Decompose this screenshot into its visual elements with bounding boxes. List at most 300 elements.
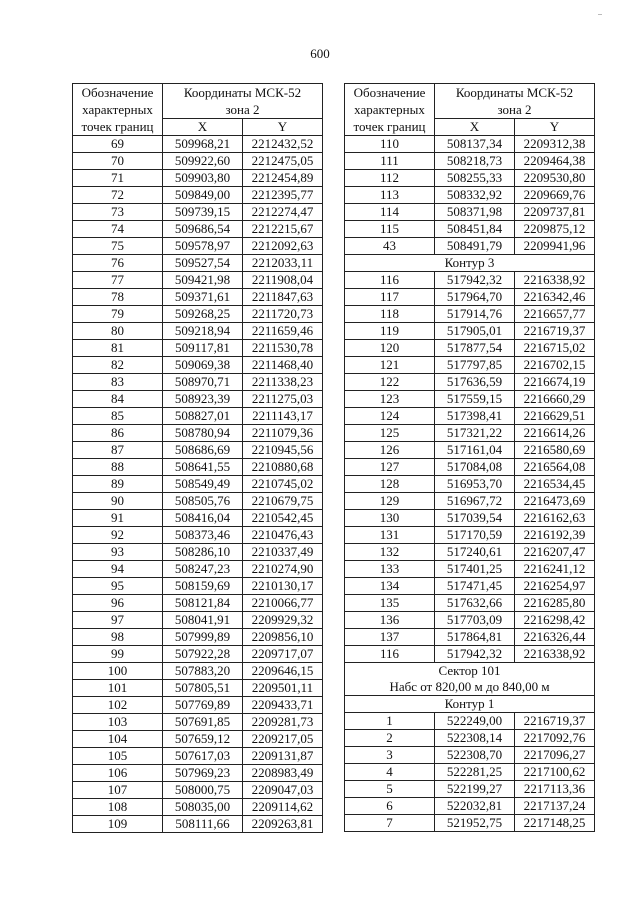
x-coordinate-cell: 517039,54 — [435, 510, 515, 527]
x-coordinate-cell: 509686,54 — [163, 221, 243, 238]
point-number-cell: 116 — [345, 272, 435, 289]
x-coordinate-cell: 516967,72 — [435, 493, 515, 510]
point-number-cell: 83 — [73, 374, 163, 391]
table-row — [73, 731, 323, 748]
table-row — [345, 510, 595, 527]
x-coordinate-cell: 508686,69 — [163, 442, 243, 459]
y-coordinate-cell: 2210880,68 — [243, 459, 323, 476]
y-column-header: Y — [243, 119, 323, 136]
table-row — [345, 170, 595, 187]
section-title: Контур 1 — [345, 696, 595, 713]
x-coordinate-cell: 509578,97 — [163, 238, 243, 255]
x-coordinate-cell: 508491,79 — [435, 238, 515, 255]
x-coordinate-cell: 517632,66 — [435, 595, 515, 612]
table-row — [73, 136, 323, 153]
point-number-cell: 123 — [345, 391, 435, 408]
x-coordinate-cell: 509117,81 — [163, 340, 243, 357]
point-number-cell: 92 — [73, 527, 163, 544]
y-coordinate-cell: 2217092,76 — [515, 730, 595, 747]
table-row — [73, 340, 323, 357]
x-coordinate-cell: 508416,04 — [163, 510, 243, 527]
table-row — [345, 136, 595, 153]
x-coordinate-cell: 507922,28 — [163, 646, 243, 663]
table-row — [73, 255, 323, 272]
table-row — [345, 798, 595, 815]
y-coordinate-cell: 2212033,11 — [243, 255, 323, 272]
x-coordinate-cell: 508137,34 — [435, 136, 515, 153]
table-row — [345, 238, 595, 255]
scan-mark — [598, 14, 602, 15]
y-column-header: Y — [515, 119, 595, 136]
x-coordinate-cell: 508035,00 — [163, 799, 243, 816]
x-coordinate-cell: 509739,15 — [163, 204, 243, 221]
table-row — [345, 493, 595, 510]
y-coordinate-cell: 2212432,52 — [243, 136, 323, 153]
table-row — [73, 204, 323, 221]
y-coordinate-cell: 2210476,43 — [243, 527, 323, 544]
point-number-cell: 87 — [73, 442, 163, 459]
y-coordinate-cell: 2208983,49 — [243, 765, 323, 782]
table-row — [73, 561, 323, 578]
point-label-line: Обозначение — [353, 85, 426, 100]
table-row — [73, 663, 323, 680]
y-coordinate-cell: 2210130,17 — [243, 578, 323, 595]
x-coordinate-cell: 517905,01 — [435, 323, 515, 340]
table-row — [73, 272, 323, 289]
y-coordinate-cell: 2212215,67 — [243, 221, 323, 238]
x-coordinate-cell: 508247,23 — [163, 561, 243, 578]
y-coordinate-cell: 2216338,92 — [515, 272, 595, 289]
y-coordinate-cell: 2216192,39 — [515, 527, 595, 544]
y-coordinate-cell: 2216473,69 — [515, 493, 595, 510]
section-title: Контур 3 — [345, 255, 595, 272]
point-number-cell: 111 — [345, 153, 435, 170]
x-coordinate-cell: 508641,55 — [163, 459, 243, 476]
table-row — [345, 629, 595, 646]
point-number-cell: 137 — [345, 629, 435, 646]
section-row — [345, 696, 595, 713]
table-row — [73, 153, 323, 170]
table-row — [345, 646, 595, 663]
x-coordinate-cell: 517321,22 — [435, 425, 515, 442]
y-coordinate-cell: 2209217,05 — [243, 731, 323, 748]
y-coordinate-cell: 2211908,04 — [243, 272, 323, 289]
x-coordinate-cell: 507659,12 — [163, 731, 243, 748]
x-coordinate-cell: 507617,03 — [163, 748, 243, 765]
section-title: Сектор 101 — [345, 663, 595, 680]
point-number-cell: 78 — [73, 289, 163, 306]
point-number-cell: 134 — [345, 578, 435, 595]
point-number-cell: 106 — [73, 765, 163, 782]
point-number-cell: 73 — [73, 204, 163, 221]
point-number-cell: 117 — [345, 289, 435, 306]
table-row — [345, 357, 595, 374]
table-row — [345, 272, 595, 289]
x-coordinate-cell: 509922,60 — [163, 153, 243, 170]
x-coordinate-cell: 517864,81 — [435, 629, 515, 646]
table-row — [345, 408, 595, 425]
table-row — [73, 510, 323, 527]
table-row — [73, 544, 323, 561]
x-coordinate-cell: 517084,08 — [435, 459, 515, 476]
table-row — [345, 204, 595, 221]
table-row — [73, 357, 323, 374]
x-coordinate-cell: 507999,89 — [163, 629, 243, 646]
point-number-cell: 90 — [73, 493, 163, 510]
x-column-header: X — [435, 119, 515, 136]
table-row — [73, 442, 323, 459]
point-number-cell: 76 — [73, 255, 163, 272]
point-number-cell: 1 — [345, 713, 435, 730]
point-number-cell: 72 — [73, 187, 163, 204]
point-number-cell: 125 — [345, 425, 435, 442]
table-row — [345, 544, 595, 561]
y-coordinate-cell: 2212395,77 — [243, 187, 323, 204]
x-coordinate-cell: 508000,75 — [163, 782, 243, 799]
x-coordinate-cell: 507691,85 — [163, 714, 243, 731]
table-row — [73, 816, 323, 833]
y-coordinate-cell: 2212092,63 — [243, 238, 323, 255]
y-coordinate-cell: 2217113,36 — [515, 781, 595, 798]
x-coordinate-cell: 517636,59 — [435, 374, 515, 391]
y-coordinate-cell: 2216580,69 — [515, 442, 595, 459]
table-row — [345, 323, 595, 340]
section-row — [345, 663, 595, 680]
section-row — [345, 679, 595, 696]
y-coordinate-cell: 2216338,92 — [515, 646, 595, 663]
point-number-cell: 124 — [345, 408, 435, 425]
table-row — [345, 459, 595, 476]
table-row — [73, 408, 323, 425]
x-coordinate-cell: 508255,33 — [435, 170, 515, 187]
y-coordinate-cell: 2211468,40 — [243, 357, 323, 374]
table-row — [73, 578, 323, 595]
table-row — [73, 323, 323, 340]
y-coordinate-cell: 2209669,76 — [515, 187, 595, 204]
page-number: 600 — [310, 46, 330, 61]
y-coordinate-cell: 2216719,37 — [515, 323, 595, 340]
x-coordinate-cell: 508451,84 — [435, 221, 515, 238]
table-row — [345, 561, 595, 578]
point-number-cell: 110 — [345, 136, 435, 153]
table-row — [73, 238, 323, 255]
point-number-cell: 127 — [345, 459, 435, 476]
x-coordinate-cell: 517170,59 — [435, 527, 515, 544]
point-number-cell: 133 — [345, 561, 435, 578]
table-row — [345, 612, 595, 629]
table-row — [345, 781, 595, 798]
point-label-line: характерных — [354, 102, 425, 117]
x-coordinate-cell: 508923,39 — [163, 391, 243, 408]
table-row — [345, 747, 595, 764]
coordinate-zone: зона 2 — [497, 102, 532, 117]
y-coordinate-cell: 2212475,05 — [243, 153, 323, 170]
y-coordinate-cell: 2210679,75 — [243, 493, 323, 510]
point-number-cell: 3 — [345, 747, 435, 764]
point-number-cell: 6 — [345, 798, 435, 815]
table-row — [345, 187, 595, 204]
point-number-cell: 86 — [73, 425, 163, 442]
y-coordinate-cell: 2209929,32 — [243, 612, 323, 629]
y-coordinate-cell: 2209941,96 — [515, 238, 595, 255]
table-row — [73, 493, 323, 510]
table-row — [73, 476, 323, 493]
y-coordinate-cell: 2216564,08 — [515, 459, 595, 476]
x-coordinate-cell: 517942,32 — [435, 272, 515, 289]
point-number-cell: 108 — [73, 799, 163, 816]
y-coordinate-cell: 2216719,37 — [515, 713, 595, 730]
table-row — [345, 476, 595, 493]
point-number-cell: 5 — [345, 781, 435, 798]
x-coordinate-cell: 521952,75 — [435, 815, 515, 832]
point-number-cell: 112 — [345, 170, 435, 187]
x-coordinate-cell: 517471,45 — [435, 578, 515, 595]
point-number-cell: 101 — [73, 680, 163, 697]
table-row — [345, 289, 595, 306]
y-coordinate-cell: 2216614,26 — [515, 425, 595, 442]
point-number-cell: 113 — [345, 187, 435, 204]
x-coordinate-cell: 517877,54 — [435, 340, 515, 357]
y-coordinate-cell: 2209717,07 — [243, 646, 323, 663]
x-coordinate-cell: 517703,09 — [435, 612, 515, 629]
y-coordinate-cell: 2212274,47 — [243, 204, 323, 221]
x-coordinate-cell: 509903,80 — [163, 170, 243, 187]
x-coordinate-cell: 509371,61 — [163, 289, 243, 306]
y-coordinate-cell: 2216702,15 — [515, 357, 595, 374]
point-number-cell: 129 — [345, 493, 435, 510]
point-number-cell: 105 — [73, 748, 163, 765]
table-row — [73, 714, 323, 731]
x-coordinate-cell: 508549,49 — [163, 476, 243, 493]
x-coordinate-cell: 507883,20 — [163, 663, 243, 680]
table-row — [73, 629, 323, 646]
point-number-cell: 107 — [73, 782, 163, 799]
point-number-cell: 118 — [345, 306, 435, 323]
point-number-cell: 114 — [345, 204, 435, 221]
point-number-cell: 79 — [73, 306, 163, 323]
y-coordinate-cell: 2216298,42 — [515, 612, 595, 629]
point-number-cell: 43 — [345, 238, 435, 255]
point-number-cell: 71 — [73, 170, 163, 187]
point-number-cell: 85 — [73, 408, 163, 425]
x-coordinate-cell: 508827,01 — [163, 408, 243, 425]
y-coordinate-cell: 2217137,24 — [515, 798, 595, 815]
point-number-cell: 70 — [73, 153, 163, 170]
x-coordinate-cell: 508780,94 — [163, 425, 243, 442]
x-coordinate-cell: 522308,14 — [435, 730, 515, 747]
point-number-cell: 119 — [345, 323, 435, 340]
y-coordinate-cell: 2209433,71 — [243, 697, 323, 714]
x-coordinate-cell: 508218,73 — [435, 153, 515, 170]
point-number-cell: 80 — [73, 323, 163, 340]
table-row — [73, 765, 323, 782]
coordinate-system-title: Координаты МСК-52 — [455, 85, 574, 100]
table-row — [345, 391, 595, 408]
y-coordinate-cell: 2216162,63 — [515, 510, 595, 527]
coordinates-table-left — [72, 83, 323, 833]
x-coordinate-cell: 509268,25 — [163, 306, 243, 323]
y-coordinate-cell: 2209856,10 — [243, 629, 323, 646]
point-number-cell: 104 — [73, 731, 163, 748]
point-number-cell: 102 — [73, 697, 163, 714]
x-coordinate-cell: 508505,76 — [163, 493, 243, 510]
table-row — [73, 221, 323, 238]
point-label-header — [345, 84, 435, 136]
point-number-cell: 136 — [345, 612, 435, 629]
point-number-cell: 100 — [73, 663, 163, 680]
x-coordinate-cell: 508286,10 — [163, 544, 243, 561]
x-coordinate-cell: 517797,85 — [435, 357, 515, 374]
point-number-cell: 97 — [73, 612, 163, 629]
y-coordinate-cell: 2209875,12 — [515, 221, 595, 238]
point-number-cell: 2 — [345, 730, 435, 747]
table-row — [73, 680, 323, 697]
x-coordinate-cell: 509849,00 — [163, 187, 243, 204]
point-number-cell: 122 — [345, 374, 435, 391]
coordinate-system-title: Координаты МСК-52 — [183, 85, 302, 100]
y-coordinate-cell: 2216715,02 — [515, 340, 595, 357]
x-coordinate-cell: 509421,98 — [163, 272, 243, 289]
point-number-cell: 120 — [345, 340, 435, 357]
y-coordinate-cell: 2209530,80 — [515, 170, 595, 187]
x-coordinate-cell: 509069,38 — [163, 357, 243, 374]
table-row — [73, 646, 323, 663]
table-row — [73, 527, 323, 544]
point-number-cell: 7 — [345, 815, 435, 832]
point-number-cell: 77 — [73, 272, 163, 289]
section-row — [345, 255, 595, 272]
point-number-cell: 75 — [73, 238, 163, 255]
y-coordinate-cell: 2216241,12 — [515, 561, 595, 578]
table-row — [345, 425, 595, 442]
table-row — [73, 289, 323, 306]
x-coordinate-cell: 509218,94 — [163, 323, 243, 340]
table-row — [345, 374, 595, 391]
table-row — [73, 459, 323, 476]
y-coordinate-cell: 2216326,44 — [515, 629, 595, 646]
x-coordinate-cell: 522032,81 — [435, 798, 515, 815]
x-coordinate-cell: 517398,41 — [435, 408, 515, 425]
x-coordinate-cell: 517964,70 — [435, 289, 515, 306]
coordinates-table-right — [344, 83, 595, 832]
point-number-cell: 94 — [73, 561, 163, 578]
x-coordinate-cell: 516953,70 — [435, 476, 515, 493]
x-coordinate-cell: 517401,25 — [435, 561, 515, 578]
point-number-cell: 115 — [345, 221, 435, 238]
y-coordinate-cell: 2209263,81 — [243, 816, 323, 833]
point-label-line: Обозначение — [81, 85, 154, 100]
point-number-cell: 131 — [345, 527, 435, 544]
x-coordinate-cell: 517914,76 — [435, 306, 515, 323]
y-coordinate-cell: 2217100,62 — [515, 764, 595, 781]
y-coordinate-cell: 2216657,77 — [515, 306, 595, 323]
y-coordinate-cell: 2209464,38 — [515, 153, 595, 170]
point-number-cell: 4 — [345, 764, 435, 781]
point-number-cell: 96 — [73, 595, 163, 612]
y-coordinate-cell: 2210542,45 — [243, 510, 323, 527]
x-coordinate-cell: 522199,27 — [435, 781, 515, 798]
x-coordinate-cell: 517161,04 — [435, 442, 515, 459]
y-coordinate-cell: 2211275,03 — [243, 391, 323, 408]
table-row — [345, 730, 595, 747]
y-coordinate-cell: 2209131,87 — [243, 748, 323, 765]
x-coordinate-cell: 508041,91 — [163, 612, 243, 629]
point-label-line: точек границ — [81, 119, 154, 134]
x-coordinate-cell: 508371,98 — [435, 204, 515, 221]
table-row — [73, 782, 323, 799]
x-coordinate-cell: 508121,84 — [163, 595, 243, 612]
table-row — [73, 374, 323, 391]
point-number-cell: 74 — [73, 221, 163, 238]
x-coordinate-cell: 508373,46 — [163, 527, 243, 544]
x-coordinate-cell: 509968,21 — [163, 136, 243, 153]
coordinate-system-header — [163, 84, 323, 119]
y-coordinate-cell: 2217096,27 — [515, 747, 595, 764]
y-coordinate-cell: 2212454,89 — [243, 170, 323, 187]
x-coordinate-cell: 507805,51 — [163, 680, 243, 697]
y-coordinate-cell: 2211720,73 — [243, 306, 323, 323]
y-coordinate-cell: 2209312,38 — [515, 136, 595, 153]
point-label-header — [73, 84, 163, 136]
x-coordinate-cell: 517559,15 — [435, 391, 515, 408]
point-label-line: характерных — [82, 102, 153, 117]
table-row — [345, 340, 595, 357]
x-coordinate-cell: 517240,61 — [435, 544, 515, 561]
x-coordinate-cell: 522281,25 — [435, 764, 515, 781]
x-coordinate-cell: 508332,92 — [435, 187, 515, 204]
point-number-cell: 130 — [345, 510, 435, 527]
point-number-cell: 103 — [73, 714, 163, 731]
x-coordinate-cell: 522308,70 — [435, 747, 515, 764]
y-coordinate-cell: 2209114,62 — [243, 799, 323, 816]
y-coordinate-cell: 2216674,19 — [515, 374, 595, 391]
table-row — [73, 187, 323, 204]
table-row — [73, 595, 323, 612]
point-number-cell: 82 — [73, 357, 163, 374]
x-coordinate-cell: 508159,69 — [163, 578, 243, 595]
point-number-cell: 109 — [73, 816, 163, 833]
y-coordinate-cell: 2216342,46 — [515, 289, 595, 306]
y-coordinate-cell: 2210745,02 — [243, 476, 323, 493]
point-number-cell: 99 — [73, 646, 163, 663]
y-coordinate-cell: 2216285,80 — [515, 595, 595, 612]
y-coordinate-cell: 2209047,03 — [243, 782, 323, 799]
table-row — [345, 578, 595, 595]
table-row — [73, 748, 323, 765]
table-row — [345, 442, 595, 459]
y-coordinate-cell: 2209646,15 — [243, 663, 323, 680]
y-coordinate-cell: 2216254,97 — [515, 578, 595, 595]
point-number-cell: 126 — [345, 442, 435, 459]
x-coordinate-cell: 517942,32 — [435, 646, 515, 663]
y-coordinate-cell: 2209737,81 — [515, 204, 595, 221]
point-number-cell: 135 — [345, 595, 435, 612]
point-number-cell: 116 — [345, 646, 435, 663]
header-row — [73, 84, 323, 119]
point-number-cell: 91 — [73, 510, 163, 527]
x-coordinate-cell: 508970,71 — [163, 374, 243, 391]
x-coordinate-cell: 522249,00 — [435, 713, 515, 730]
table-row — [73, 425, 323, 442]
table-row — [73, 799, 323, 816]
y-coordinate-cell: 2211530,78 — [243, 340, 323, 357]
y-coordinate-cell: 2216534,45 — [515, 476, 595, 493]
point-number-cell: 88 — [73, 459, 163, 476]
y-coordinate-cell: 2211847,63 — [243, 289, 323, 306]
x-coordinate-cell: 507769,89 — [163, 697, 243, 714]
table-row — [73, 612, 323, 629]
y-coordinate-cell: 2210945,56 — [243, 442, 323, 459]
